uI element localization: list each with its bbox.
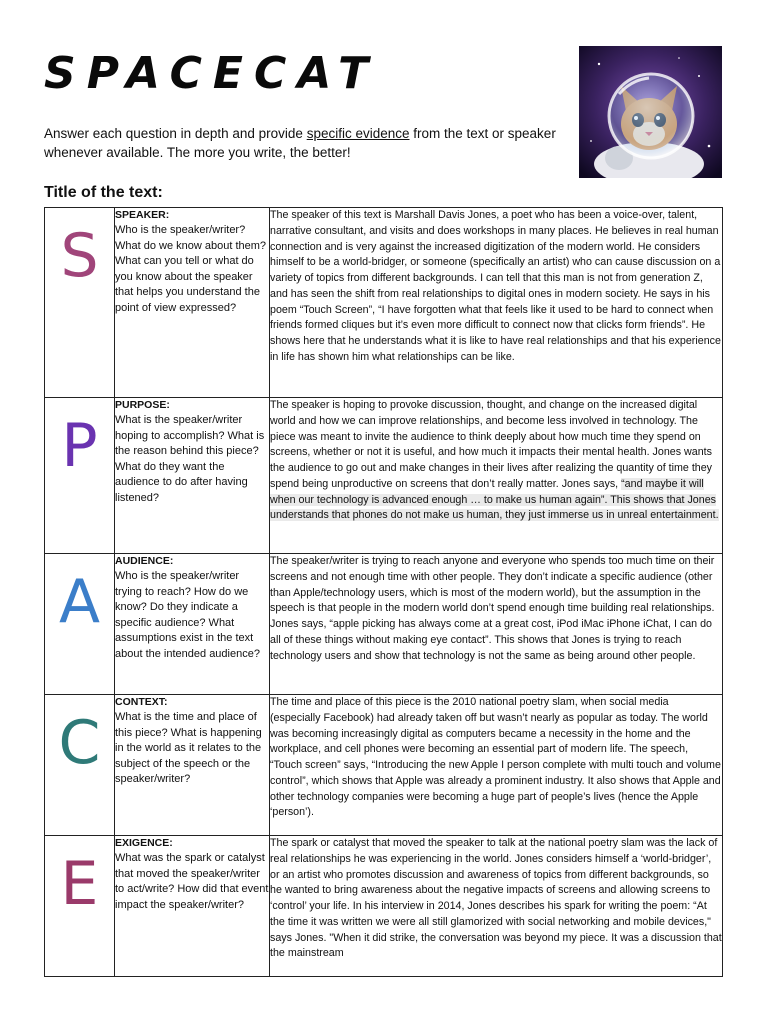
answer-cell	[270, 836, 723, 977]
table-row-exigence	[45, 836, 723, 977]
question-heading: CONTEXT:	[115, 696, 168, 708]
question-text: What is the speaker/writer hoping to accomplish? What is the reason behind this piece? What do they want the audience to do after having listened?	[115, 414, 265, 504]
letter-cell	[45, 695, 115, 836]
instructions-underlined: specific evidence	[306, 126, 410, 141]
question-text: What was the spark or catalyst that moved the speaker/writer to act/write? How did that event impact the speaker/writer?	[115, 852, 269, 911]
letter-e: E	[60, 849, 99, 919]
letter-p: P	[61, 411, 98, 481]
instructions-post: from the text or speaker whenever available. The more you write, the better!	[44, 126, 556, 160]
instructions	[44, 124, 564, 162]
answer-highlighted-text: “and maybe it will when our technology is advanced enough … to make us human again”. This shows that Jones understands that phones do not make us human, they just immerse us in unreal entertainment.	[270, 477, 719, 522]
question-cell	[115, 695, 270, 836]
answer-text: The speaker/writer is trying to reach anyone and everyone who spends too much time on their screens and not enough time with other people. They don’t indicate a specific audience (other than Apple/technology users, which is most of the modern world), but the assumption in the speech is that people in the modern world don’t spend enough time building real relationships. Jones says, “apple picking has always come at a great cost, iPod iMac iPhone iChat, I can do all of these things without making eye contact”. This shows that Jones is trying to reach technology users and show that technology is not the same as being around other people.	[270, 555, 715, 662]
letter-s: S	[60, 221, 99, 291]
answer-cell	[270, 398, 723, 554]
answer-cell	[270, 554, 723, 695]
question-text: Who is the speaker/writer? What do we know about them? What can you tell or what do you know about the speaker that helps you understand the point of view expressed?	[115, 224, 267, 314]
text-title-label: Title of the text:	[44, 184, 163, 201]
question-heading: EXIGENCE:	[115, 837, 173, 849]
letter-cell	[45, 836, 115, 977]
answer-text: The time and place of this piece is the 2010 national poetry slam, when social media (especially Facebook) had already taken off but wasn’t nearly as popular as today. The world was becoming increasingly digital as computers became a necessity in the home and the workplace, and cell phones were becoming an essential part of modern life. The speech, “Touch screen” says, “Introducing the new Apple I person complete with multi touch and volume control”, which shows that Apple was already a prominent industry. It also shows that Apple and other technology companies were becoming a huge part of people’s lives (hence the Apple ‘person’).	[270, 696, 721, 819]
astronaut-cat-illustration	[579, 46, 722, 178]
spacecat-table	[44, 207, 723, 977]
answer-text-part: The speaker is hoping to provoke discussion, thought, and change on the increased digital world and how we can improve relationships, and become less involved in technology. The piece was meant to invite the audience to think deeply about how much time they spend on screens, whether or not it is useful, and how much it impacts their mental health. Jones wants the audience to go out and make changes in their lives after realizing the quantity of time they spend being unproductive on screens that don’t really matter. Jones says,	[270, 399, 713, 490]
table-row-audience	[45, 554, 723, 695]
question-cell	[115, 836, 270, 977]
question-heading: AUDIENCE:	[115, 555, 174, 567]
table-row-context	[45, 695, 723, 836]
question-cell	[115, 554, 270, 695]
answer-text	[270, 398, 722, 524]
question-cell	[115, 208, 270, 398]
table-row-speaker	[45, 208, 723, 398]
letter-cell	[45, 398, 115, 554]
question-heading: PURPOSE:	[115, 399, 170, 411]
instructions-pre: Answer each question in depth and provide	[44, 126, 307, 141]
question-text: What is the time and place of this piece? What is happening in the world as it relates to the subject of the speech or the speaker/writer?	[115, 711, 262, 786]
answer-text: The spark or catalyst that moved the speaker to talk at the national poetry slam was the lack of real relationships he was experiencing in the world. Jones considers himself a ‘world-bridger’, or an artist who promotes discussion and awareness of topics from different backgrounds, so he wanted to bring awareness about the negative impacts of screens and allowing screens to ‘control’ your life. In his interview in 2014, Jones describes his spark for writing the poem: “At the time it was written we were all still glamorized with social networking and mobile devices," says Jones. "When it did strike, the conversation was beyond my piece. It was a discussion that the mainstream	[270, 837, 722, 960]
letter-cell	[45, 554, 115, 695]
answer-text: The speaker of this text is Marshall Davis Jones, a poet who has been a voice-over, talent, narrative consultant, and visits and does workshops in many places. He believes in real human connection and is very against the increased digitization of the modern world. He considers himself to be a world-bridger, or someone (specifically an artist) who can cause discussion on a variety of topics from different backgrounds. I can tell that this man is not from generation Z, and has seen the shift from real relationships to digital ones in modern society. He says in his poem “Touch Screen”, “I have forgotten what that feels like it used to be hard to connect when friends formed cliques but it’s even more difficult to connect now that clicks form friends”. He shows here that he understands what it is like to have real relationships and that his experience in life has shown him what relationships can be like.	[270, 209, 721, 363]
answer-cell	[270, 208, 723, 398]
letter-c: C	[58, 708, 101, 778]
question-heading: SPEAKER:	[115, 209, 170, 221]
page-title: SPACECAT	[44, 48, 380, 99]
answer-cell	[270, 695, 723, 836]
letter-cell	[45, 208, 115, 398]
question-text: Who is the speaker/writer trying to reach? How do we know? Do they indicate a specific audience? What assumptions exist in the text about the intended audience?	[115, 570, 260, 660]
letter-a: A	[58, 567, 101, 637]
question-cell	[115, 398, 270, 554]
astronaut-cat-image	[579, 46, 722, 178]
table-row-purpose	[45, 398, 723, 554]
